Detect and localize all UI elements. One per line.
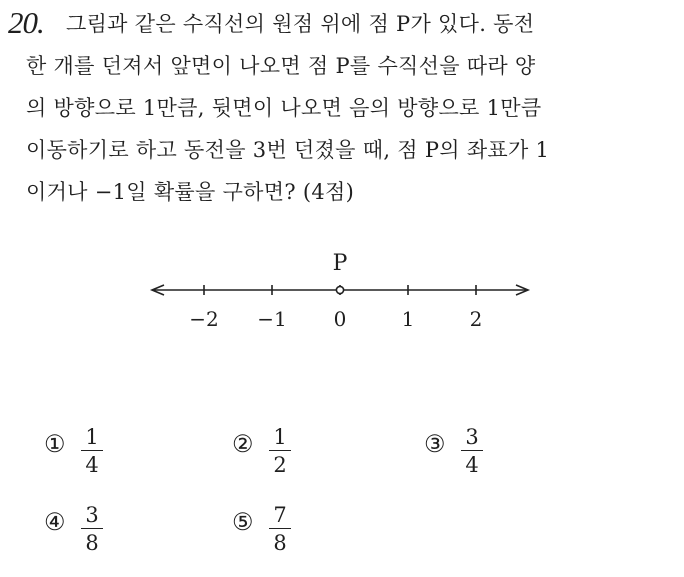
choice-4-fraction	[80, 502, 104, 557]
tick-label: 2	[469, 307, 483, 331]
choice-4-marker: ④	[44, 508, 66, 536]
choice-3-marker: ③	[424, 430, 446, 458]
question-text-line-1: 그림과 같은 수직선의 원점 위에 점 P가 있다. 동전	[66, 12, 535, 36]
choice-5-numerator: 7	[273, 503, 287, 527]
choice-2-marker: ②	[232, 430, 254, 458]
choice-1-denominator: 4	[85, 453, 99, 477]
question-text-line-5: 이거나 −1일 확률을 구하면? (4점)	[26, 180, 355, 204]
choice-2-numerator: 1	[273, 425, 287, 449]
choice-2-denominator: 2	[273, 453, 287, 477]
choice-4-numerator: 3	[85, 503, 99, 527]
choice-3-fraction	[460, 424, 484, 479]
choice-3-denominator: 4	[465, 453, 479, 477]
choice-5-fraction	[268, 502, 292, 557]
tick-label-group	[189, 307, 482, 331]
choice-1-marker: ①	[44, 430, 66, 458]
tick-label: −2	[189, 307, 219, 331]
tick-label: −1	[257, 307, 287, 331]
tick-label: 1	[401, 307, 415, 331]
choice-2-fraction	[268, 424, 292, 479]
question-text-line-3: 의 방향으로 1만큼, 뒷면이 나오면 음의 방향으로 1만큼	[26, 96, 542, 120]
number-line-figure	[140, 248, 540, 342]
tick-label: 0	[333, 307, 347, 331]
point-p-label: P	[332, 251, 348, 276]
question-text-line-2: 한 개를 던져서 앞면이 나오면 점 P를 수직선을 따라 양	[26, 54, 536, 78]
choice-3-numerator: 3	[465, 425, 479, 449]
question-number: 20.	[8, 5, 44, 40]
choice-5-denominator: 8	[273, 531, 287, 555]
choice-4-denominator: 8	[85, 531, 99, 555]
choice-5-marker: ⑤	[232, 508, 254, 536]
point-p-marker	[336, 286, 343, 293]
choice-1-numerator: 1	[85, 425, 99, 449]
question-text-line-4: 이동하기로 하고 동전을 3번 던졌을 때, 점 P의 좌표가 1	[26, 138, 550, 162]
choice-1-fraction	[80, 424, 104, 479]
number-line-svg	[140, 248, 540, 338]
